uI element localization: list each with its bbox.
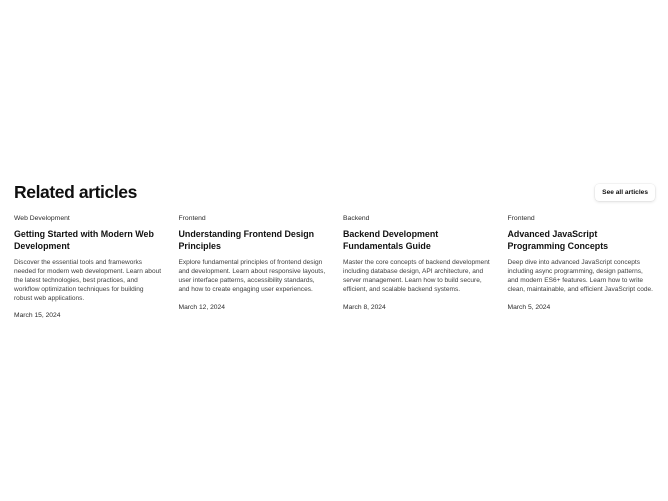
article-date: March 15, 2024	[14, 312, 61, 320]
article-date: March 5, 2024	[507, 303, 551, 311]
article-title-link[interactable]: Getting Started with Modern Web Development	[14, 229, 154, 252]
article-title-link[interactable]: Advanced JavaScript Programming Concepts	[507, 229, 609, 252]
section-title: Related articles	[14, 182, 137, 202]
article-card-3[interactable]	[343, 214, 491, 321]
article-date: March 12, 2024	[178, 303, 225, 311]
article-card-2[interactable]	[179, 214, 327, 321]
article-category: Frontend	[507, 215, 535, 222]
article-description: Discover the essential tools and frameworks needed for modern web development. Learn about the latest technologies, best practices, and workflow optimization techniques for building robust web applications.	[14, 259, 162, 302]
section-header	[14, 181, 655, 203]
article-description: Deep dive into advanced JavaScript concepts including async programming, design patterns, and modern ES6+ features. Learn how to write clean, maintainable, and efficient JavaScript code.	[507, 259, 653, 293]
articles-grid	[14, 214, 655, 321]
article-category: Web Development	[14, 215, 70, 222]
article-category: Backend	[343, 215, 370, 222]
article-card-1[interactable]	[14, 214, 162, 321]
article-description: Explore fundamental principles of frontend design and development. Learn about responsive layouts, user interface patterns, accessibility standards, and how to create engaging user experiences.	[178, 259, 326, 293]
article-title-link[interactable]: Backend Development Fundamentals Guide	[343, 229, 439, 252]
article-date: March 8, 2024	[343, 303, 386, 311]
article-category: Frontend	[178, 215, 206, 222]
article-card-4[interactable]	[508, 214, 656, 321]
related-articles-section	[14, 181, 655, 321]
article-description: Master the core concepts of backend development including database design, API architecture, and server management. Learn how to build secure, efficient, and scalable backend systems.	[343, 259, 490, 293]
article-title-link[interactable]: Understanding Frontend Design Principles	[178, 229, 315, 252]
see-all-articles-button[interactable]: See all articles	[595, 184, 655, 201]
